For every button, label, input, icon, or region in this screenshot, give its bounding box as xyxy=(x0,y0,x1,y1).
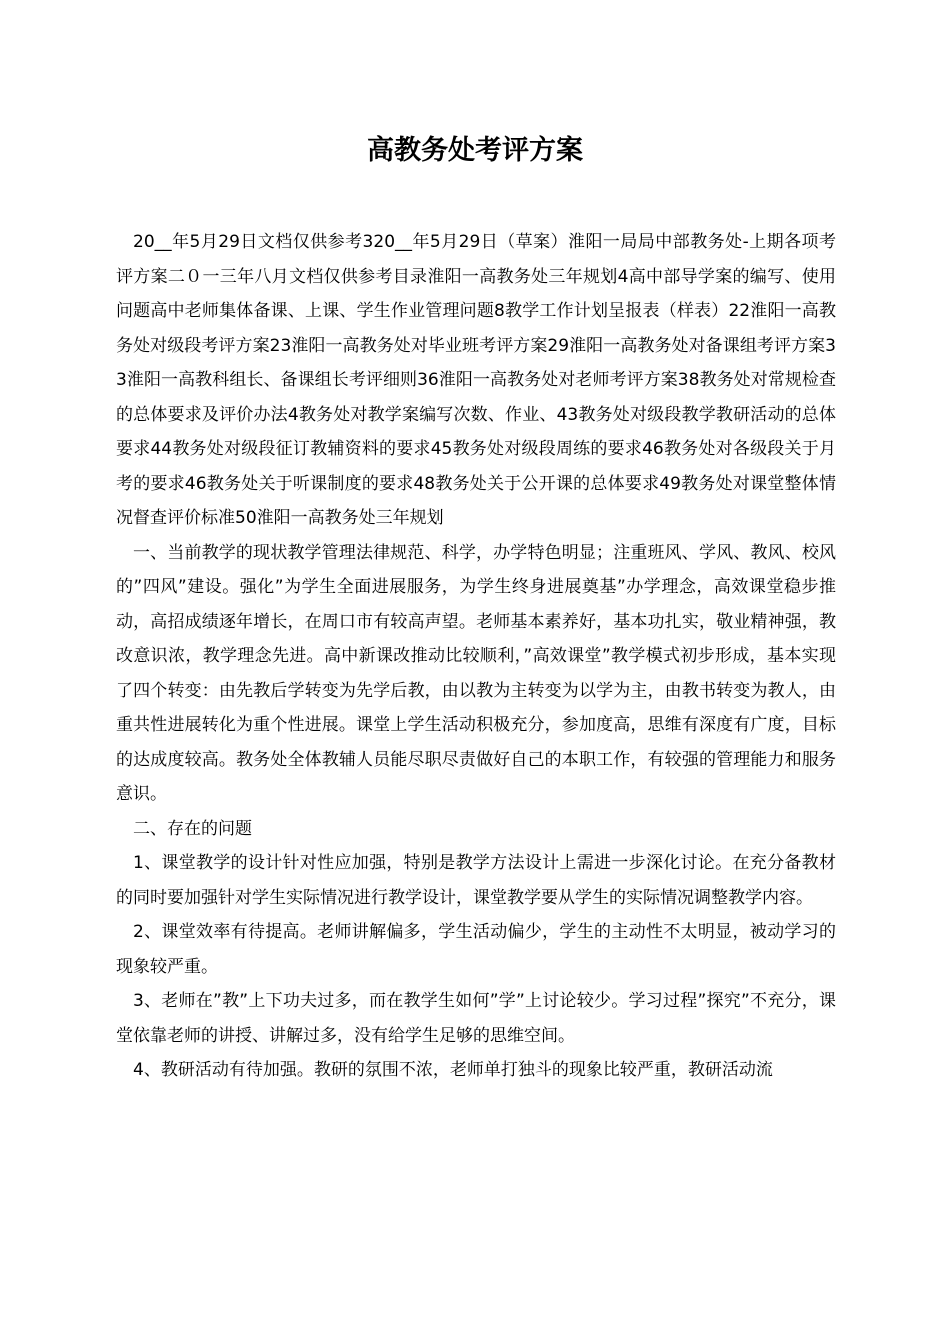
paragraph-toc: 20__年5月29日文档仅供参考320__年5月29日（草案）淮阳一局局中部教务处-上期各项考评方案二０一三年八月文档仅供参考目录淮阳一高教务处三年规划4高中部导学案的编写、使用问题高中老师集体备课、上课、学生作业管理问题8教学工作计划呈报表（样表）22淮阳一高教务处对级段考评方案23淮阳一高教务处对毕业班考评方案29淮阳一高教务处对备课组考评方案33淮阳一高教科组长、备课组长考评细则36淮阳一高教务处对老师考评方案38教务处对常规检查的总体要求及评价办法4教务处对教学案编写次数、作业、43教务处对级段教学教研活动的总体要求44教务处对级段征订教辅资料的要求45教务处对级段周练的要求46教务处对各级段关于月考的要求46教务处关于听课制度的要求48教务处关于公开课的总体要求49教务处对课堂整体情况督查评价标准50淮阳一高教务处三年规划 xyxy=(116,232,836,528)
paragraph-problem-2: 2、课堂效率有待提高。老师讲解偏多，学生活动偏少，学生的主动性不太明显，被动学习的现象较严重。 xyxy=(116,922,836,977)
paragraph-current-status: 一、当前教学的现状教学管理法律规范、科学，办学特色明显；注重班风、学风、教风、校风的”四风”建设。强化”为学生全面进展服务，为学生终身进展奠基”办学理念，高效课堂稳步推动，高招成绩逐年增长，在周口市有较高声望。老师基本素养好，基本功扎实，敬业精神强，教改意识浓，教学理念先进。高中新课改推动比较顺利，”高效课堂”教学模式初步形成，基本实现了四个转变：由先教后学转变为先学后教，由以教为主转变为以学为主，由教书转变为教人，由重共性进展转化为重个性进展。课堂上学生活动积极充分，参加度高，思维有深度有广度，目标的达成度较高。教务处全体教辅人员能尽职尽责做好自己的本职工作，有较强的管理能力和服务意识。 xyxy=(116,542,836,804)
paragraph-problem-3: 3、老师在”教”上下功夫过多，而在教学生如何”学”上讨论较少。学习过程”探究”不充分，课堂依靠老师的讲授、讲解过多，没有给学生足够的思维空间。 xyxy=(116,991,836,1046)
section-heading-problems: 二、存在的问题 xyxy=(133,818,252,839)
paragraph-problem-1: 1、课堂教学的设计针对性应加强，特别是教学方法设计上需进一步深化讨论。在充分备教材的同时要加强针对学生实际情况进行教学设计，课堂教学要从学生的实际情况调整教学内容。 xyxy=(116,853,836,908)
document-title: 高教务处考评方案 xyxy=(367,135,583,166)
paragraph-problem-4: 4、教研活动有待加强。教研的氛围不浓，老师单打独斗的现象比较严重，教研活动流 xyxy=(133,1060,773,1080)
document-body xyxy=(116,225,836,1088)
